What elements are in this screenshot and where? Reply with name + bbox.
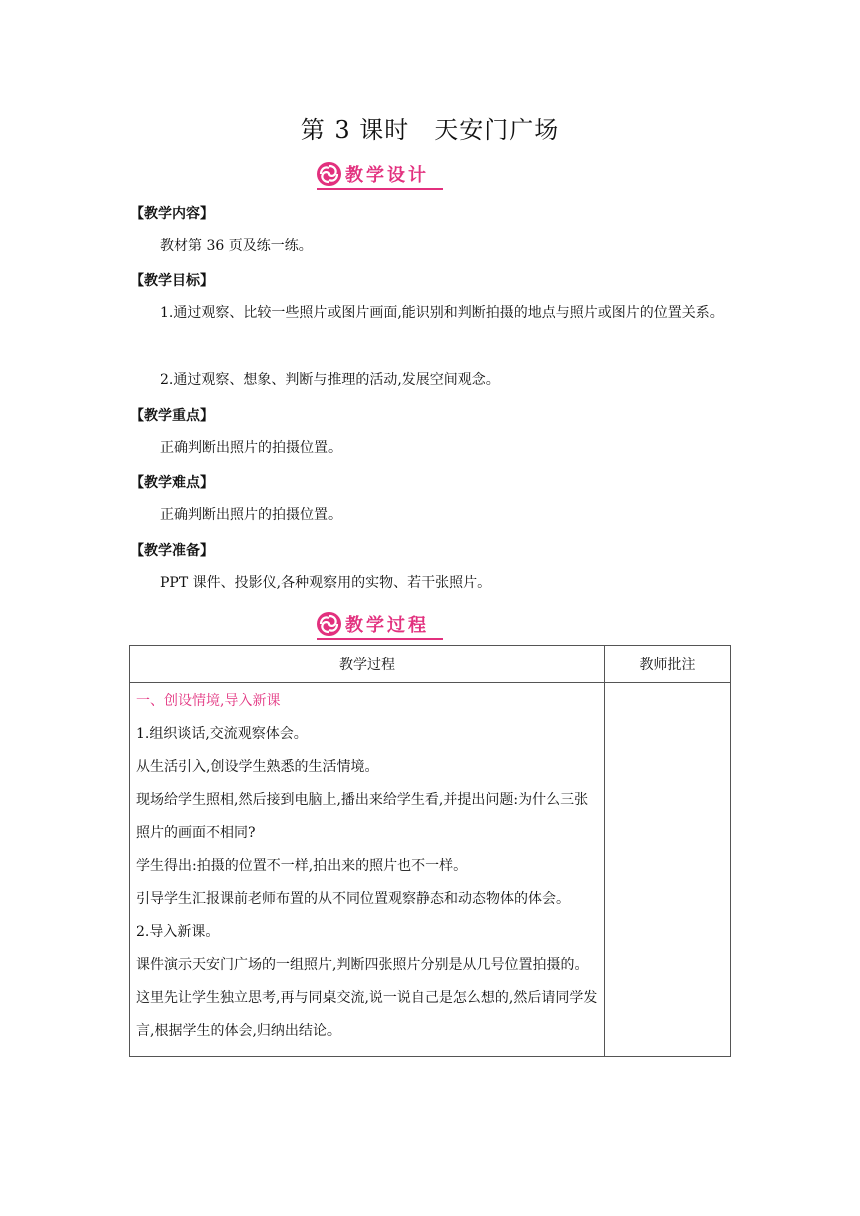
banner-label: 教学设计 — [345, 165, 429, 186]
prep-text: PPT 课件、投影仪,各种观察用的实物、若干张照片。 — [160, 575, 492, 591]
goal-item-2: 2.通过观察、想象、判断与推理的活动,发展空间观念。 — [160, 372, 500, 388]
difficult-text: 正确判断出照片的拍摄位置。 — [160, 507, 342, 523]
process-line: 现场给学生照相,然后接到电脑上,播出来给学生看,并提出问题:为什么三张照片的画面不相同? — [136, 792, 589, 841]
process-line: 1.组织谈话,交流观察体会。 — [136, 726, 308, 742]
table-header-row — [130, 646, 731, 683]
key-text: 正确判断出照片的拍摄位置。 — [160, 440, 342, 456]
goal-item-1: 1.通过观察、比较一些照片或图片画面,能识别和判断拍摄的地点与照片或图片的位置关系。 — [160, 305, 724, 321]
teacher-notes-cell — [605, 683, 731, 1057]
process-line: 课件演示天安门广场的一组照片,判断四张照片分别是从几号位置拍摄的。这里先让学生独立思考,再与同桌交流,说一说自己是怎么想的,然后请同学发言,根据学生的体会,归纳出结论。 — [136, 957, 598, 1039]
banner-label: 教学过程 — [345, 615, 429, 636]
process-line: 学生得出:拍摄的位置不一样,拍出来的照片也不一样。 — [136, 858, 468, 874]
content-text: 教材第 36 页及练一练。 — [160, 238, 313, 254]
process-cell — [130, 683, 605, 1057]
swirl-logo-icon — [317, 612, 341, 636]
process-table — [129, 645, 731, 1057]
heading-prep: 【教学准备】 — [130, 543, 214, 559]
heading-difficult: 【教学难点】 — [130, 475, 214, 491]
heading-content: 【教学内容】 — [130, 206, 214, 222]
process-line: 从生活引入,创设学生熟悉的生活情境。 — [136, 759, 379, 775]
section-title: 一、创设情境,导入新课 — [136, 693, 281, 709]
banner-teaching-process — [317, 610, 443, 640]
process-line: 引导学生汇报课前老师布置的从不同位置观察静态和动态物体的体会。 — [136, 891, 570, 907]
heading-key: 【教学重点】 — [130, 408, 214, 424]
heading-goals: 【教学目标】 — [130, 273, 214, 289]
header-process: 教学过程 — [130, 646, 605, 683]
process-line: 2.导入新课。 — [136, 924, 220, 940]
table-row — [130, 683, 731, 1057]
header-teacher-notes: 教师批注 — [605, 646, 731, 683]
page-title: 第 3 课时 天安门广场 — [300, 116, 560, 144]
swirl-logo-icon — [317, 162, 341, 186]
banner-teaching-design — [317, 160, 443, 190]
